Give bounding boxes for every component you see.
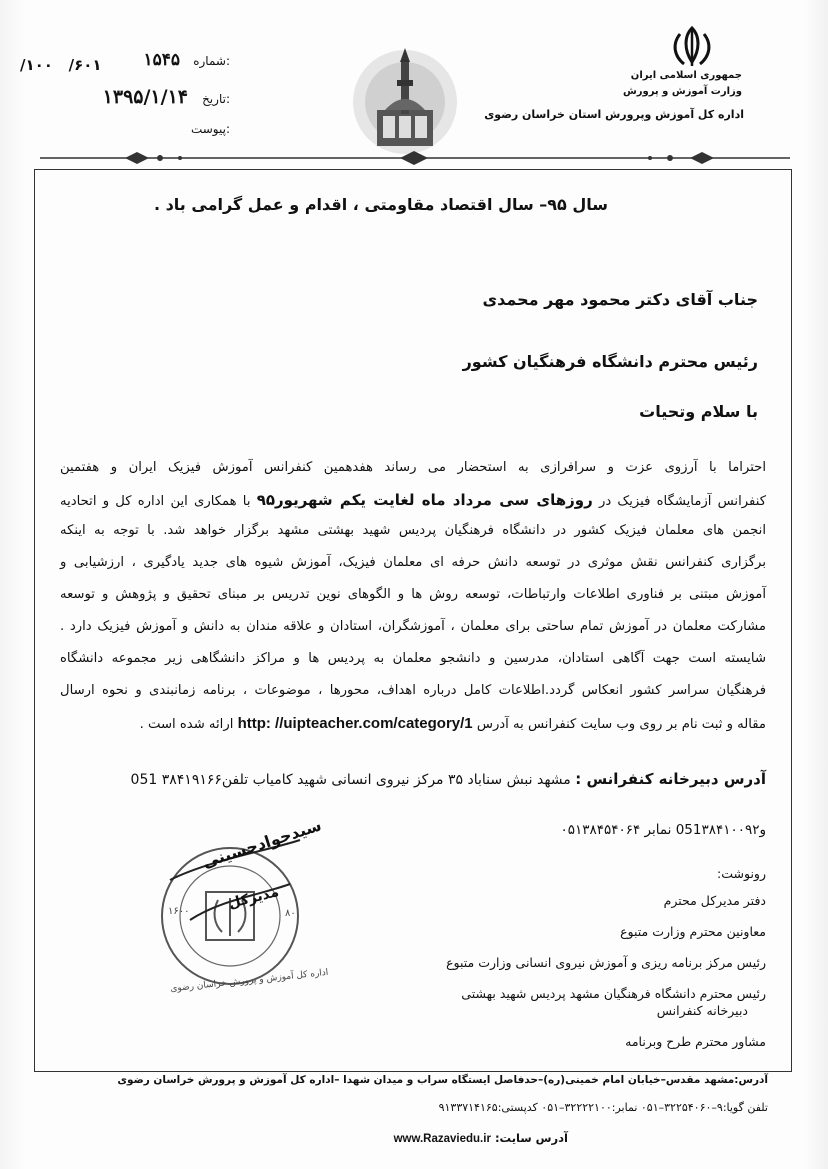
footer-site-link[interactable]: www.Razaviedu.ir [393, 1133, 491, 1145]
greeting: با سلام وتحیات [639, 402, 758, 421]
body-line-2: کنفرانس آزمایشگاه فیزیک در روزهای سی مرداد ماه لغایت یکم شهریور۹۵ با همکاری این اداره کل و اتحادیه [60, 491, 766, 509]
conference-url-link[interactable]: http: //uipteacher.com/category/1 [237, 715, 473, 732]
letter-number-row [20, 52, 230, 74]
iran-emblem-icon [662, 24, 722, 70]
body-line-1: احتراما با آرزوی عزت و سرافرازی به استحضار می رساند هفدهمین کنفرانس آموزش فیزیک ایران و هفتمین [60, 460, 766, 475]
signature-role: مدیرکل [226, 884, 281, 912]
attachment-label: پیوست: [190, 122, 230, 136]
cc-item: دبیرخانه کنفرانس [656, 1003, 748, 1018]
cc-item: معاونین محترم وزارت متبوع [620, 924, 766, 939]
body-line-6: مشارکت معلمان در آموزش تمام ساحتی برای معلمان ، آموزشگران، استادان و علاقه مندان به دانش و آموزش فیزیک دارد . [60, 619, 766, 634]
cc-item: دفتر مدیرکل محترم [663, 893, 766, 908]
header-ornament-divider [40, 148, 790, 168]
ministry-line-2: وزارت آموزش و پرورش [622, 86, 742, 97]
cc-title: رونوشت: [717, 866, 766, 881]
cc-item: رئیس مرکز برنامه ریزی و آموزش نیروی انسانی وزارت متبوع [446, 955, 766, 970]
addressee-title: رئیس محترم دانشگاه فرهنگیان کشور [462, 352, 758, 371]
number-value: ۱۵۴۵ [143, 50, 180, 70]
body-line-7: شایسته است جهت آگاهی استادان، مدرسین و دانشجو معلمان به پردیس ها و مراکز دانشگاهی زیر مجموعه دانشگاه [60, 651, 766, 666]
body-line-8: فرهنگیان سراسر کشور انعکاس گردد.اطلاعات کامل درباره اهداف، محورها ، موضوعات ، برنامه زمانبندی و نحوه ارسال [60, 683, 766, 698]
cc-item: رئیس محترم دانشگاه فرهنگیان مشهد پردیس شهید بهشتی [461, 986, 766, 1001]
signature-name: سیدجوادحسینی [200, 815, 324, 872]
body-line-4: برگزاری کنفرانس نقش موثری در توسعه دانش حرفه ای معلمان فیزیک، آموزش شیوه های جدید یادگیری ، ارزشیابی و [60, 555, 766, 570]
date-value: ۱۳۹۵/۱/۱۴ [102, 86, 188, 108]
year-slogan: سال ۹۵– سال اقتصاد مقاومتی ، اقدام و عمل گرامی باد . [153, 195, 608, 214]
conference-phone: و051۳۸۴۱۰۰۹۲ نمابر ۰۵۱۳۸۴۵۴۰۶۴ [560, 822, 766, 838]
date-label: تاریخ: [202, 92, 230, 106]
stamp-ring-text: اداره کل آموزش و پرورش خراسان رضوی [169, 967, 329, 995]
department-name: اداره کل آموزش وپرورش استان خراسان رضوی [484, 108, 744, 121]
ministry-line-1: جمهوری اسلامی ایران [630, 70, 742, 81]
stamp-code-2: ۸۰ [285, 908, 296, 919]
footer-site [394, 1131, 568, 1145]
conference-address: آدرس دبیرخانه کنفرانس : مشهد نبش سناباد ۳۵ مرکز نیروی انسانی شهید کامیاب تلفن۳۸۴۱۹۱۶۶ 051 [130, 770, 766, 788]
cc-item: مشاور محترم طرح وبرنامه [625, 1034, 766, 1049]
footer-address: آدرس:مشهد مقدس–خیابان امام خمینی(ره)–حدفاصل ایستگاه سراب و میدان شهدا –اداره کل آموزش و پرورش خراسان رضوی [117, 1074, 768, 1086]
body-line-9: مقاله و ثبت نام بر روی وب سایت کنفرانس به آدرس http: //uipteacher.com/category/1 ارائه شده است . [139, 715, 766, 732]
footer-site-label: آدرس سایت: [494, 1131, 568, 1145]
letter-date-row [20, 88, 230, 112]
conference-address-label: آدرس دبیرخانه کنفرانس : [575, 770, 766, 788]
addressee-name: جناب آقای دکتر محمود مهر محمدی [482, 290, 758, 309]
stamp-code: ۱۶۰۰ [168, 906, 190, 917]
letter-attachment-row [20, 122, 230, 142]
footer-phones: تلفن گویا:۹–۳۲۲۵۴۰۶۰–۰۵۱ نمابر:۳۲۲۲۲۱۰۰–۰۵۱ کدپستی:۹۱۳۳۷۱۴۱۶۵ [438, 1101, 768, 1114]
number-code: ۶۰۱/ ۱۰۰/ [20, 56, 102, 74]
number-label: شماره: [193, 54, 230, 68]
shrine-image [345, 40, 465, 160]
body-line-5: آموزش مبتنی بر فناوری اطلاعات وارتباطات، توسعه روش ها و الگوهای نوین تدریس بر مبنای تحقیق و پژوهش و توسعه [60, 587, 766, 602]
body-line-3: انجمن های معلمان فیزیک کشور در دانشگاه فرهنگیان پردیس شهید بهشتی مشهد برگزار خواهد شد. با توجه به اینکه [60, 523, 766, 538]
